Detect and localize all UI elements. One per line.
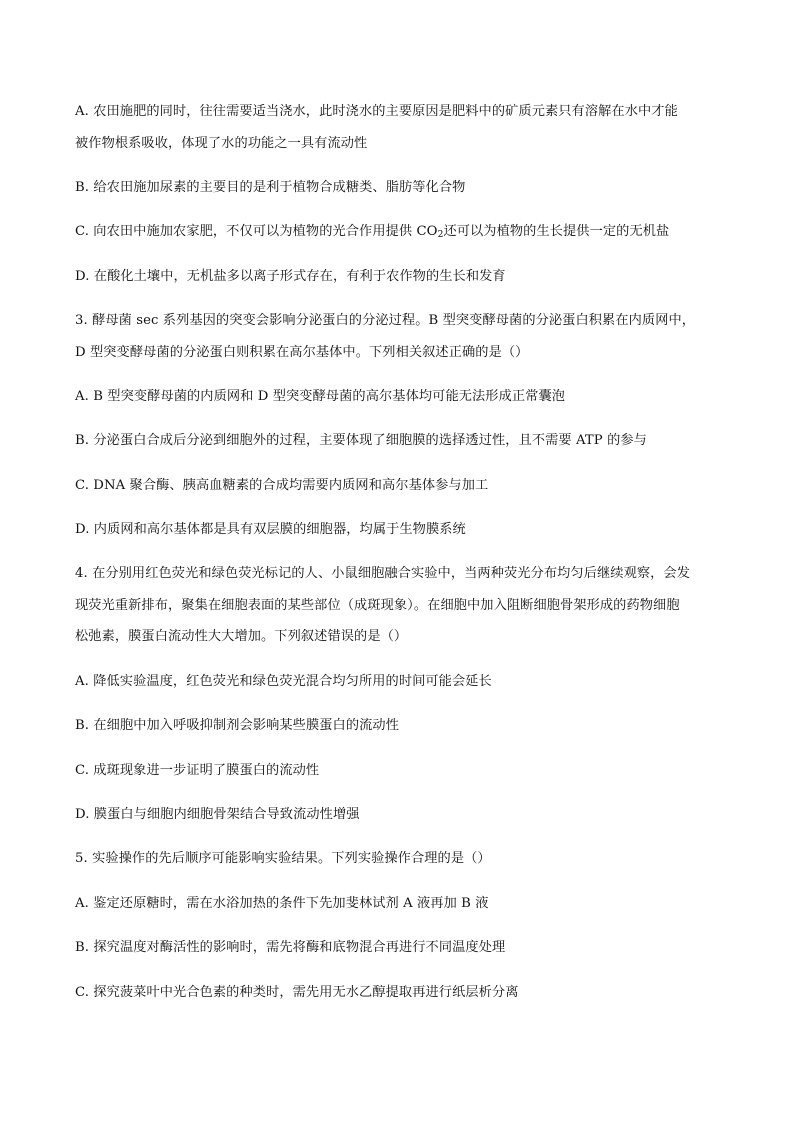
q5-option-c: C. 探究菠菜叶中光合色素的种类时，需先用无水乙醇提取再进行纸层析分离 xyxy=(75,985,519,1000)
q2-option-b: B. 给农田施加尿素的主要目的是利于植物合成糖类、脂肪等化合物 xyxy=(75,180,466,195)
q2-option-a-line1: A. 农田施肥的同时，往往需要适当浇水，此时浇水的主要原因是肥料中的矿质元素只有溶解在水中才能 xyxy=(75,104,678,119)
co2-subscript: 2 xyxy=(437,230,444,240)
q2-option-c xyxy=(75,223,669,241)
q4-option-d: D. 膜蛋白与细胞内细胞骨架结合导致流动性增强 xyxy=(75,807,360,822)
q4-stem-line1: 4. 在分别用红色荧光和绿色荧光标记的人、小鼠细胞融合实验中，当两种荧光分布均匀后继续观察，会发 xyxy=(75,566,691,581)
q3-option-a: A. B 型突变酵母菌的内质网和 D 型突变酵母菌的高尔基体均可能无法形成正常囊泡 xyxy=(75,389,566,404)
q2-option-a-line2: 被作物根系吸收，体现了水的功能之一具有流动性 xyxy=(75,136,368,151)
q5-option-a: A. 鉴定还原糖时，需在水浴加热的条件下先加斐林试剂 A 液再加 B 液 xyxy=(75,896,489,911)
q3-option-b: B. 分泌蛋白合成后分泌到细胞外的过程，主要体现了细胞膜的选择透过性，且不需要 ATP 的参与 xyxy=(75,433,647,448)
q2-option-c-text: C. 向农田中施加农家肥，不仅可以为植物的光合作用提供 CO xyxy=(75,224,438,239)
q5-stem: 5. 实验操作的先后顺序可能影响实验结果。下列实验操作合理的是（） xyxy=(75,851,491,866)
q4-stem-line3: 松弛素，膜蛋白流动性大大增加。下列叙述错误的是（） xyxy=(75,629,408,644)
q4-option-a: A. 降低实验温度，红色荧光和绿色荧光混合均匀所用的时间可能会延长 xyxy=(75,674,492,689)
q4-stem-line2: 现荧光重新排布，聚集在细胞表面的某些部位（成斑现象）。在细胞中加入阻断细胞骨架形成的药物细胞 xyxy=(75,598,680,613)
q5-option-b: B. 探究温度对酶活性的影响时，需先将酶和底物混合再进行不同温度处理 xyxy=(75,940,506,955)
q3-stem-line1: 3. 酵母菌 sec 系列基因的突变会影响分泌蛋白的分泌过程。B 型突变酵母菌的分泌蛋白积累在内质网中， xyxy=(75,313,696,328)
q3-stem-line2: D 型突变酵母菌的分泌蛋白则积累在高尔基体中。下列相关叙述正确的是（） xyxy=(75,345,529,360)
q2-option-d: D. 在酸化土壤中，无机盐多以离子形式存在，有利于农作物的生长和发育 xyxy=(75,269,506,284)
q4-option-b: B. 在细胞中加入呼吸抑制剂会影响某些膜蛋白的流动性 xyxy=(75,718,399,733)
q3-option-c: C. DNA 聚合酶、胰高血糖素的合成均需要内质网和高尔基体参与加工 xyxy=(75,478,489,493)
q4-option-c: C. 成斑现象进一步证明了膜蛋白的流动性 xyxy=(75,763,320,778)
q2-option-c-text-end: 还可以为植物的生长提供一定的无机盐 xyxy=(443,224,670,239)
q3-option-d: D. 内质网和高尔基体都是具有双层膜的细胞器，均属于生物膜系统 xyxy=(75,522,466,537)
